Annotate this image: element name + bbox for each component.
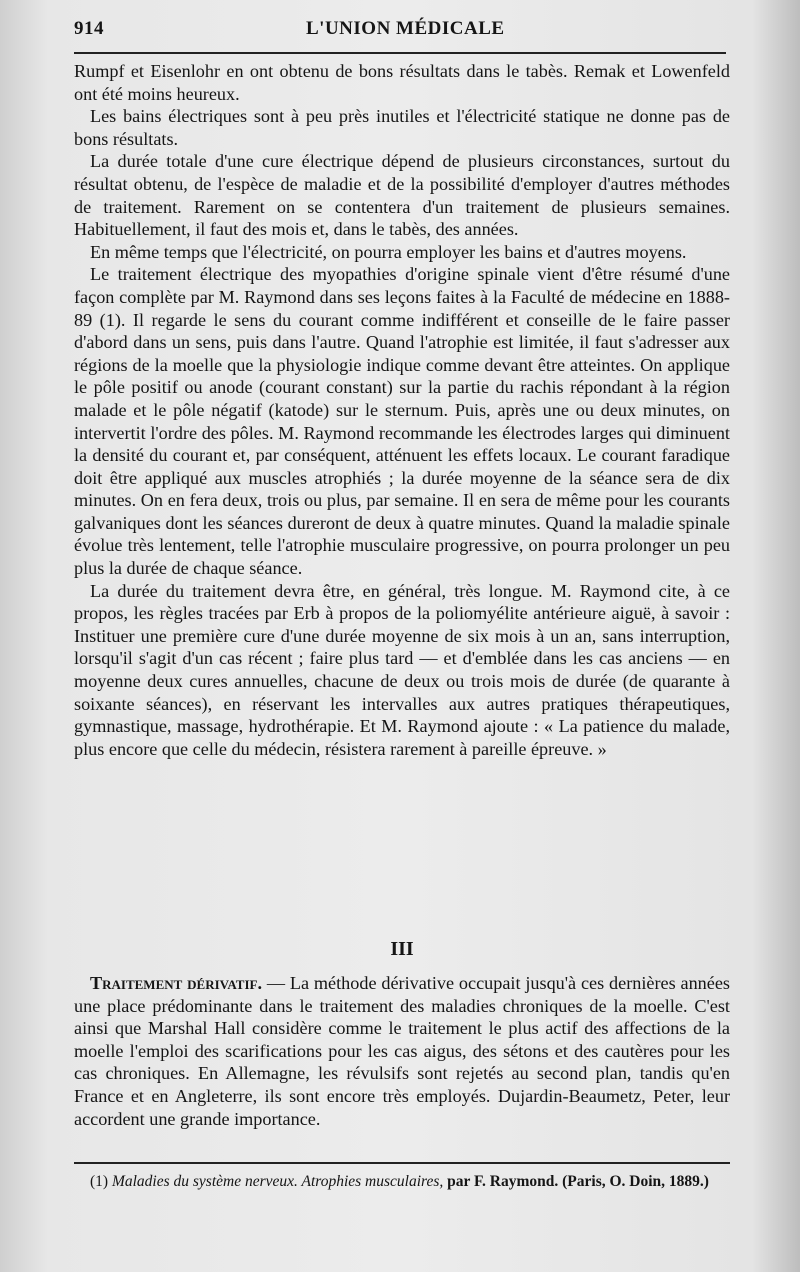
paragraph: Les bains électriques sont à peu près inutiles et l'électricité statique ne donne pas de bons résultats. <box>74 106 730 149</box>
footnote-rest: par F. Raymond. (Paris, O. Doin, 1889.) <box>443 1173 709 1190</box>
paragraph: La durée du traitement devra être, en général, très longue. M. Raymond cite, à ce propos, les règles tracées par Erb à propos de la poliomyélite antérieure aiguë, à savoir : Instituer une première cure d'une durée moyenne de six mois à un an, sans interruption, lorsqu'il s'agit d'un cas récent ; faire plus tard — et d'emblée dans les cas anciens — en moyenne deux cures annuelles, chacune de deux ou trois mois de durée (de quarante à soixante séances), en réservant les intervalles aux autres pratiques thérapeutiques, gymnastique, massage, hydrothérapie. Et M. Raymond ajoute : « La patience du malade, plus encore que celle du médecin, résistera rarement à pareille épreuve. » <box>74 580 730 759</box>
main-text <box>74 60 730 760</box>
paragraph: La durée totale d'une cure électrique dépend de plusieurs circonstances, surtout du résultat obtenu, de l'espèce de maladie et de la possibilité d'employer d'autres méthodes de traitement. Rarement on se contentera d'un traitement de plusieurs semaines. Habituellement, il faut des mois et, dans le tabès, des années. <box>74 151 730 240</box>
section-lead: Traitement dérivatif. <box>90 973 263 993</box>
header-rule <box>74 52 726 54</box>
section-paragraph <box>74 972 730 1130</box>
page-header <box>74 14 730 44</box>
paragraph: Rumpf et Eisenlohr en ont obtenu de bons résultats dans le tabès. Remak et Lowenfeld ont été moins heureux. <box>74 61 730 104</box>
footnote-label: (1) <box>90 1173 109 1190</box>
paragraph: En même temps que l'électricité, on pourra employer les bains et d'autres moyens. <box>90 241 687 262</box>
paragraph: Le traitement électrique des myopathies d'origine spinale vient d'être résumé d'une façon complète par M. Raymond dans ses leçons faites à la Faculté de médecine en 1888-89 (1). Il regarde le sens du courant comme indifférent et conseille de le faire passer d'abord dans un sens, puis dans l'autre. Quand l'atrophie est limitée, il faut s'adresser aux régions de la moelle que la physiologie indique comme devant être atteintes. On applique le pôle positif ou anode (courant constant) sur la partie du rachis répondant à la région malade et le pôle négatif (katode) sur le sternum. Puis, après une ou deux minutes, on intervertit l'ordre des pôles. M. Raymond recommande les électrodes larges qui diminuent la densité du courant et, par conséquent, atténuent les effets locaux. Le courant faradique doit être appliqué aux muscles atrophiés ; la durée moyenne de la séance sera de dix minutes. On en fera deux, trois ou plus, par semaine. Il en sera de même pour les courants galvaniques dont les séances dureront de deux à quatre minutes. Quand la maladie spinale évolue très lentement, telle l'atrophie musculaire progressive, on pourra prolonger un peu plus la durée de chaque séance. <box>74 264 730 579</box>
footnote-title: Maladies du système nerveux. Atrophies musculaires, <box>111 1173 444 1190</box>
footnote-paragraph <box>74 1172 730 1192</box>
footnote-rule <box>74 1162 730 1164</box>
footnote <box>74 1172 730 1192</box>
section-number: III <box>390 938 414 960</box>
section-body <box>74 972 730 1130</box>
page-number: 914 <box>74 18 104 39</box>
section-text: — La méthode dérivative occupait jusqu'à ces dernières années une place prédominante dans le traitement des maladies chroniques de la moelle. C'est ainsi que Marshal Hall considère comme le traitement le plus actif des affections de la moelle l'emploi des scarifications pour les cas aigus, des sétons et des cautères pour les cas chroniques. En Allemagne, les révulsifs sont rejetés au second plan, tandis qu'en France et en Angleterre, ils sont encore très employés. Dujardin-Beaumetz, Peter, leur accordent une grande importance. <box>74 973 730 1129</box>
running-title: L'UNION MÉDICALE <box>306 18 505 39</box>
